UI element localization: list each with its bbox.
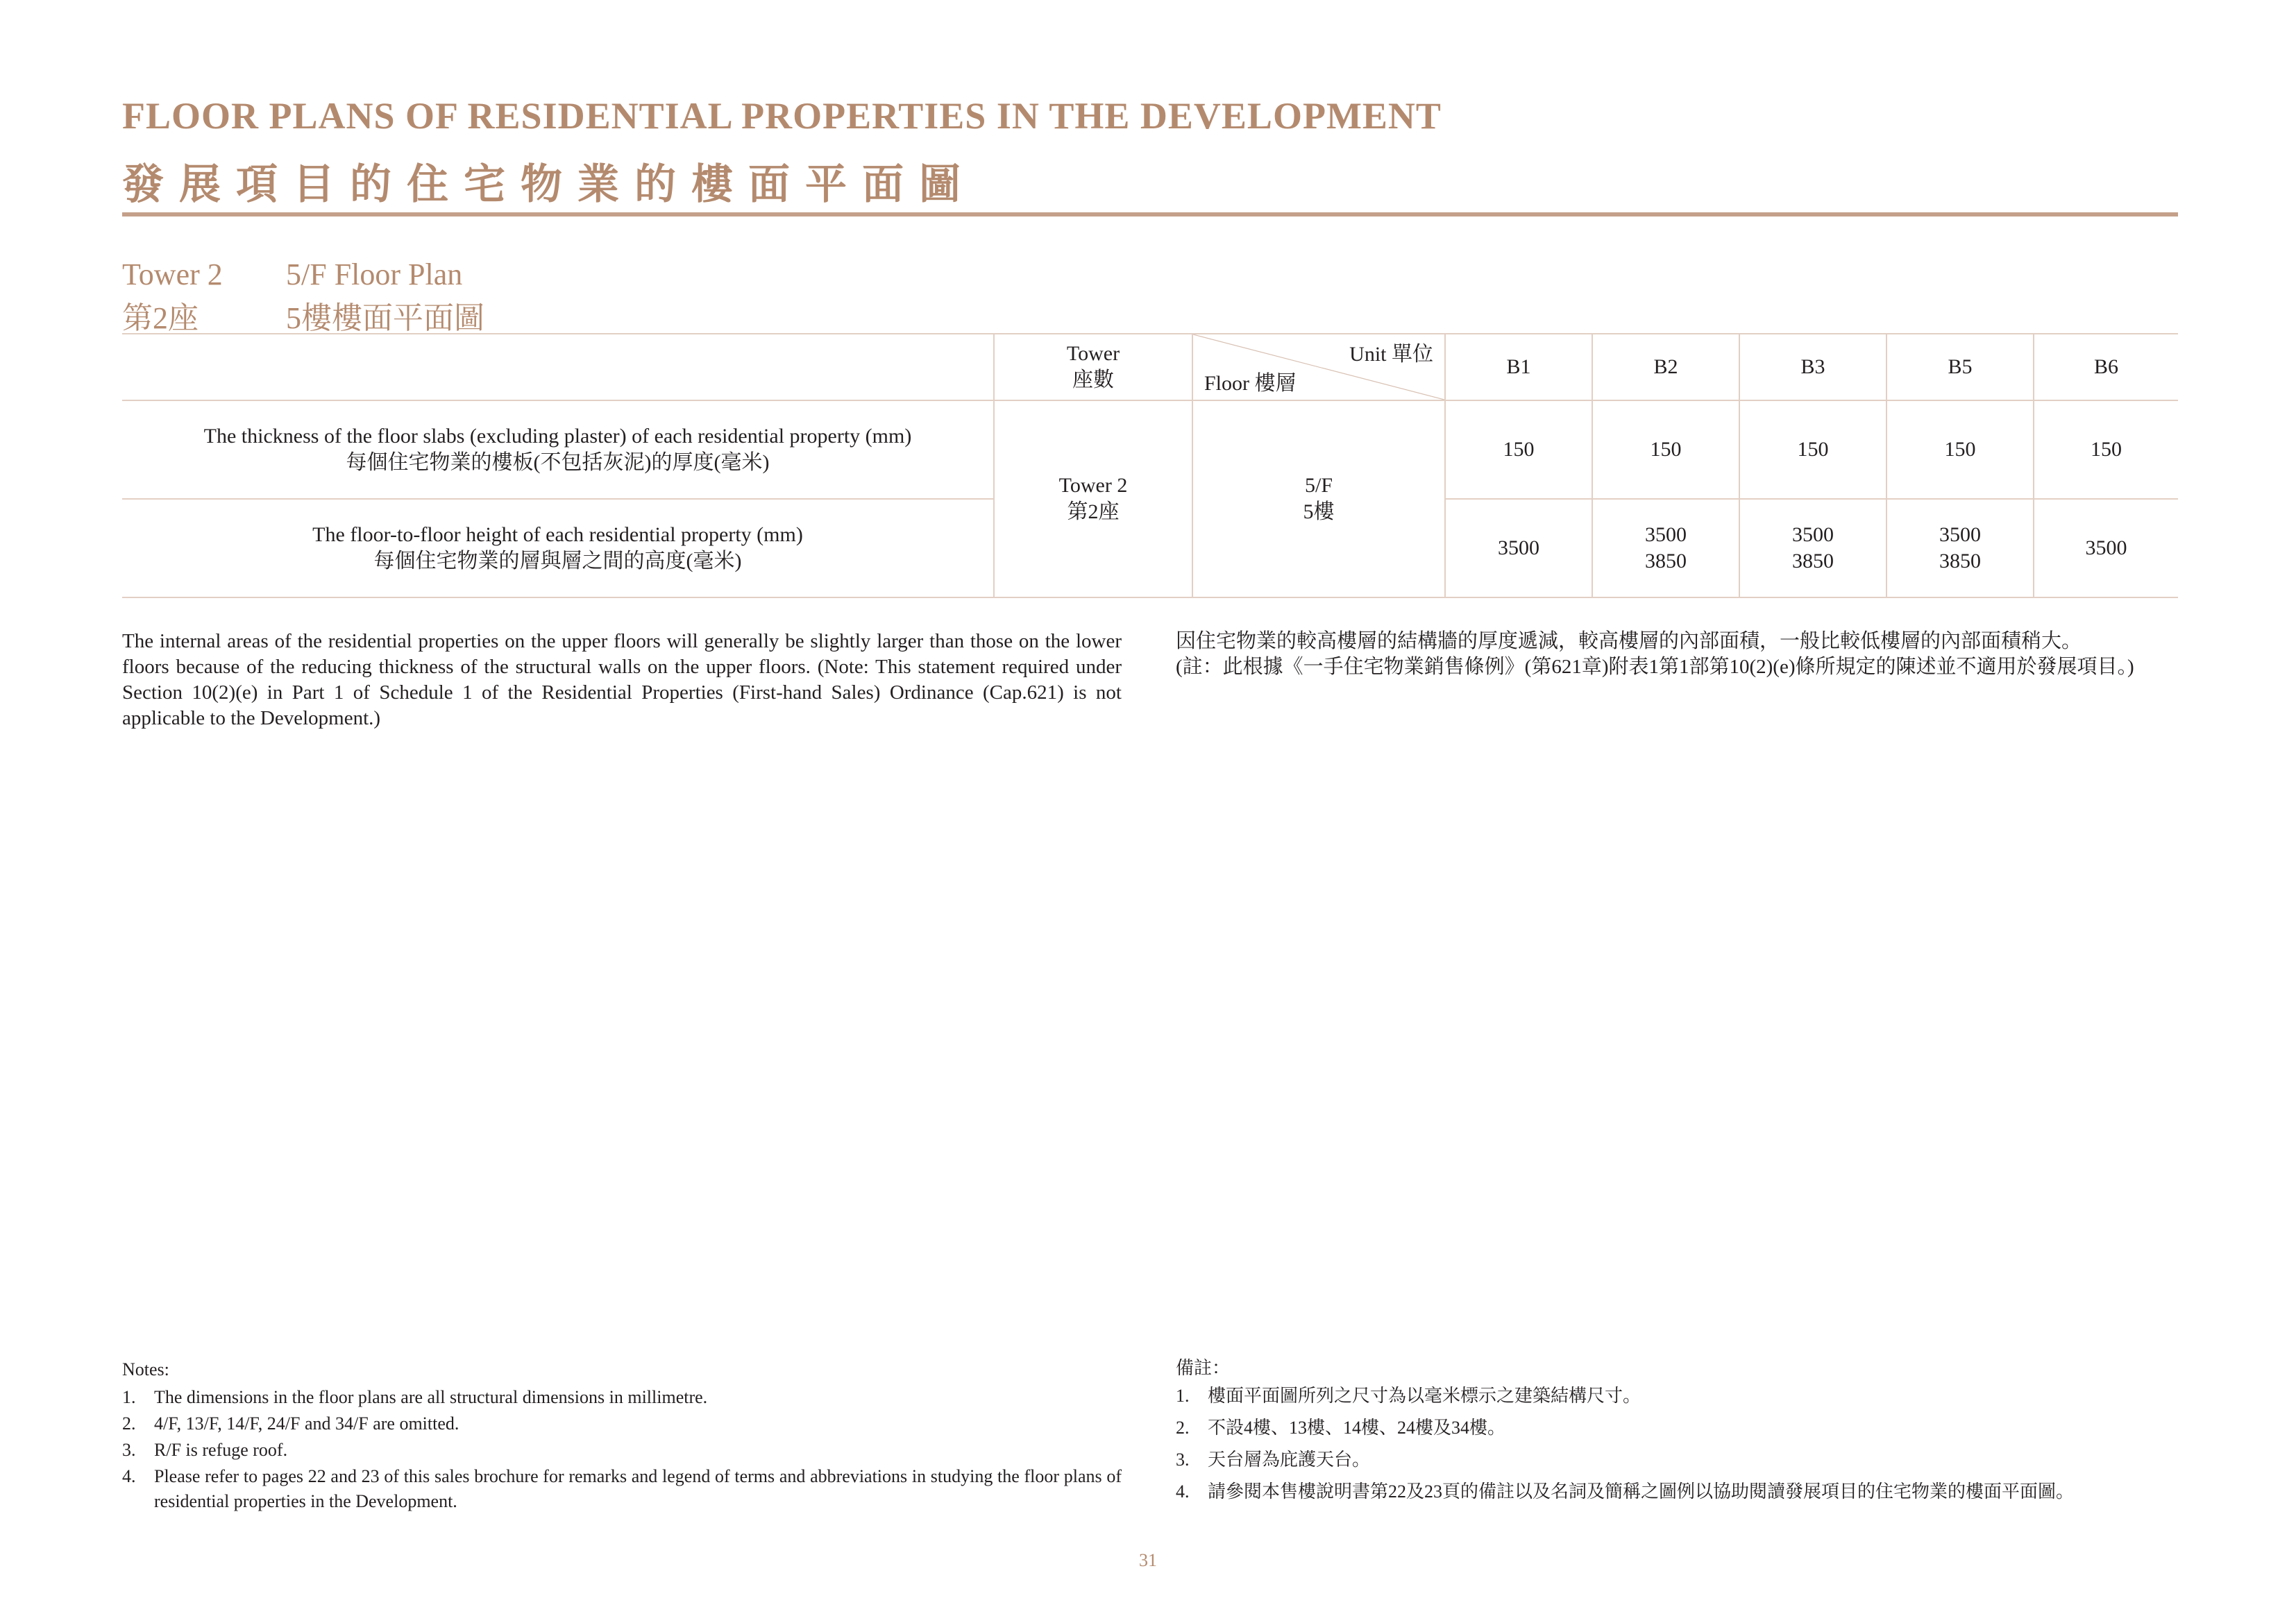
value-cell: [1592, 400, 1739, 499]
value: 3500: [2085, 536, 2127, 559]
page-title-zh: 發展項目的住宅物業的樓面平面圖: [122, 162, 976, 207]
list-item: [1176, 1447, 2178, 1472]
note-number: 1.: [1176, 1386, 1190, 1406]
value: 3850: [1645, 550, 1687, 572]
tower-header-en: Tower: [1066, 342, 1120, 365]
note-number: 3.: [122, 1440, 136, 1460]
value-cell: [2034, 400, 2178, 499]
note-number: 3.: [1176, 1450, 1190, 1470]
value: 150: [1503, 438, 1535, 461]
note-text: 請參閱本售樓說明書第22及23頁的備註以及名詞及簡稱之圖例以協助閱讀發展項目的住宅物業的樓面平面圖。: [1208, 1481, 2075, 1502]
value-cell: [1592, 499, 1739, 597]
value-cell: [1739, 499, 1886, 597]
list-item: [122, 1411, 1122, 1436]
note-text: The dimensions in the floor plans are all structural dimensions in millimetre.: [154, 1387, 708, 1407]
tower-header-zh: 座數: [1072, 368, 1114, 391]
title-divider: [122, 212, 2178, 216]
row-label-en: The thickness of the floor slabs (excluding plaster) of each residential property (mm): [203, 425, 912, 448]
floor-value-en: 5/F: [1304, 474, 1333, 497]
tower-value-en: Tower 2: [1058, 474, 1128, 497]
row-label-zh: 每個住宅物業的層與層之間的高度(毫米): [373, 550, 742, 572]
unit-header-b6: B6: [2034, 334, 2178, 400]
tower-label-en: Tower 2: [122, 257, 223, 291]
page-title-en: FLOOR PLANS OF RESIDENTIAL PROPERTIES IN THE DEVELOPMENT: [122, 95, 1442, 137]
note-text: Please refer to pages 22 and 23 of this sales brochure for remarks and legend of terms and abbreviations in studying the floor plans of residential properties in the Development.: [154, 1466, 1122, 1511]
page-number: 31: [1139, 1550, 1157, 1570]
row-label-slab: [122, 400, 994, 499]
plan-label-zh: 5樓樓面平面圖: [286, 301, 484, 335]
notes-heading-en: Notes:: [122, 1359, 169, 1379]
list-item: [1176, 1416, 2178, 1441]
row-label-en: The floor-to-floor height of each residential property (mm): [312, 523, 803, 546]
notes-en: [122, 1357, 1122, 1515]
note-number: 4.: [122, 1466, 136, 1486]
list-item: [1176, 1479, 2178, 1504]
note-number: 2.: [122, 1413, 136, 1434]
list-item: [122, 1438, 1122, 1463]
note-number: 1.: [122, 1387, 136, 1407]
unit-header-b1: B1: [1445, 334, 1592, 400]
floor-header: Floor 樓層: [1204, 372, 1297, 395]
tower-value-cell: [994, 400, 1192, 597]
value-cell: [1445, 400, 1592, 499]
tower-value-zh: 第2座: [1067, 500, 1120, 523]
note-text: 不設4樓、13樓、14樓、24樓及34樓。: [1208, 1418, 1506, 1438]
spec-table: [122, 333, 2178, 598]
note-text: 4/F, 13/F, 14/F, 24/F and 34/F are omitted.: [154, 1413, 459, 1434]
value-cell: [2034, 499, 2178, 597]
statement-zh-line2: (註：此根據《一手住宅物業銷售條例》(第621章)附表1第1部第10(2)(e)條所規定的陳述並不適用於發展項目。): [1176, 656, 2134, 678]
notes-list-zh: [1176, 1384, 2178, 1504]
value-cell: [1739, 400, 1886, 499]
note-number: 2.: [1176, 1418, 1190, 1438]
internal-area-statement-zh: [1176, 629, 2178, 680]
floor-value-zh: 5樓: [1303, 500, 1335, 523]
row-label-zh: 每個住宅物業的樓板(不包括灰泥)的厚度(毫米): [346, 451, 770, 474]
note-text: 樓面平面圖所列之尺寸為以毫米標示之建築結構尺寸。: [1208, 1386, 1641, 1406]
table-row: [122, 400, 2178, 499]
unit-header: Unit 單位: [1349, 343, 1433, 366]
unit-floor-header-cell: [1192, 334, 1445, 400]
note-number: 4.: [1176, 1481, 1190, 1502]
value: 150: [2091, 438, 2122, 461]
value: 3850: [1939, 550, 1981, 572]
value: 3850: [1792, 550, 1834, 572]
note-text: 天台層為庇護天台。: [1208, 1450, 1371, 1470]
plan-label-en: 5/F Floor Plan: [286, 257, 463, 291]
value: 3500: [1498, 536, 1539, 559]
tower-header-cell: [994, 334, 1192, 400]
table-header-row: [122, 334, 2178, 400]
tower-label-zh: 第2座: [122, 301, 199, 335]
value: 150: [1797, 438, 1829, 461]
value: 150: [1650, 438, 1682, 461]
value: 3500: [1792, 523, 1834, 546]
notes-list-en: [122, 1385, 1122, 1514]
notes-heading-zh: 備註：: [1176, 1358, 1231, 1378]
unit-header-b5: B5: [1886, 334, 2034, 400]
value-cell: [1445, 499, 1592, 597]
list-item: [1176, 1384, 2178, 1409]
value: 3500: [1645, 523, 1687, 546]
row-label-height: [122, 499, 994, 597]
list-item: [122, 1385, 1122, 1410]
value: 150: [1944, 438, 1976, 461]
internal-area-statement-en: The internal areas of the residential properties on the upper floors will generally be slightly larger than those on the lower floors because of the reducing thickness of the structural walls on the upper floors. (Note: This statement required under Section 10(2)(e) in Part 1 of Schedule 1 of the Residential Properties (First-hand Sales) Ordinance (Cap.621) is not applicable to the Development.): [122, 630, 1122, 729]
unit-header-b2: B2: [1592, 334, 1739, 400]
blank-header-cell: [122, 334, 994, 400]
value-cell: [1886, 499, 2034, 597]
value-cell: [1886, 400, 2034, 499]
value: 3500: [1939, 523, 1981, 546]
floor-value-cell: [1192, 400, 1445, 597]
notes-zh: [1176, 1356, 2178, 1511]
unit-header-b3: B3: [1739, 334, 1886, 400]
list-item: [122, 1464, 1122, 1514]
note-text: R/F is refuge roof.: [154, 1440, 288, 1460]
statement-zh-line1: 因住宅物業的較高樓層的結構牆的厚度遞減，較高樓層的內部面積，一般比較低樓層的內部面積稍大。: [1176, 630, 2082, 652]
